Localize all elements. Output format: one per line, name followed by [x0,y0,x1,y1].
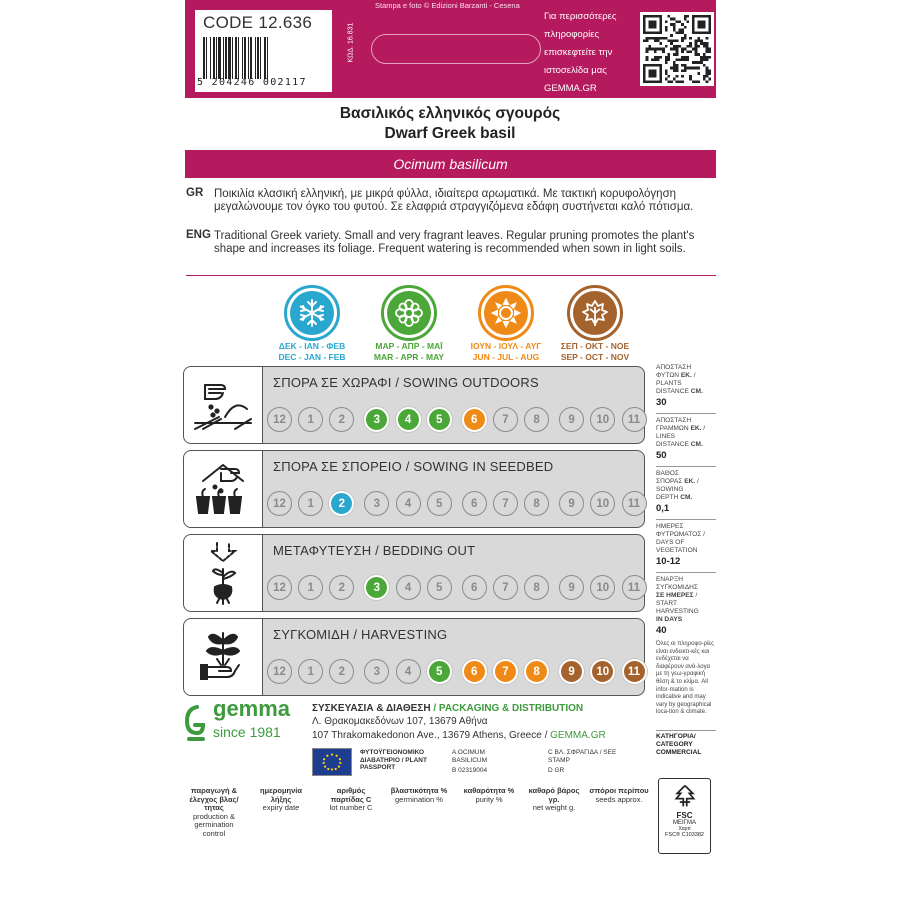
header-band [185,0,716,98]
season-winter [262,285,362,363]
month-3: 3 [364,659,389,684]
row-harvesting [183,618,645,696]
side-stat-label: ΗΜΕΡΕΣ ΦΥΤΡΩΜΑΤΟΣ / DAYS OF VEGETATION [656,523,705,554]
row-sowing-outdoors [183,366,645,444]
gemma-logo [183,696,303,748]
season-months-gr: ΜΑΡ - ΑΠΡ - ΜΑΪ [375,341,443,351]
category: ΚΑΤΗΓΟΡΙΑ/ CATEGORY COMMERCIAL [656,730,716,757]
brand-since: since 1981 [213,724,281,740]
row-label: ΣΠΟΡΑ ΣΕ ΧΩΡΑΦΙ / SOWING OUTDOORS [273,375,539,390]
divider [186,275,716,276]
month-3: 3 [364,407,389,432]
month-5: 5 [427,407,452,432]
month-7: 7 [493,407,518,432]
side-stat [656,572,716,635]
month-9: 9 [559,407,584,432]
season-months-gr: ΙΟΥΝ - ΙΟΥΛ - ΑΥΓ [470,341,542,351]
latin-name: Ocimum basilicum [185,150,716,178]
lang-en-label: ENG [186,229,211,241]
month-10: 10 [590,575,615,600]
month-8: 8 [524,659,549,684]
side-stat-value: 30 [656,397,667,408]
month-1: 1 [298,407,323,432]
month-12: 12 [267,407,292,432]
barcode-label [195,10,332,92]
season-spring [359,285,459,363]
month-11: 11 [622,407,647,432]
month-8: 8 [524,575,549,600]
passport-b: B 02319004 [452,767,488,774]
month-12: 12 [267,575,292,600]
side-stat-value: 40 [656,625,667,636]
month-10: 10 [590,659,615,684]
month-2: 2 [329,659,354,684]
month-7: 7 [493,659,518,684]
month-6: 6 [462,575,487,600]
passport-c: C ΒΛ. ΣΦΡΑΓΙΔΑ / SEE STAMP [548,749,617,764]
season-months-en: DEC - JAN - FEB [278,352,346,362]
row-bedding-out [183,534,645,612]
side-note: Όλες οι πληροφο-ρίες είναι ενδεικτι-κές και ενδέχεται να διαφέρουν ανά-λογα με τη γεω-γραφική θέση & το κλίμα. All infor-mation is indicative and may vary by geographical loca-tion & climate. [656,641,714,716]
season-months-gr: ΔΕΚ - ΙΑΝ - ΦΕΒ [278,341,346,351]
month-1: 1 [298,659,323,684]
month-6: 6 [462,491,487,516]
side-stat-label: ΒΑΘΟΣ ΣΠΟΡΑΣ ΕΚ. / SOWING DEPTH CM. [656,470,699,501]
month-5: 5 [427,575,452,600]
month-6: 6 [462,407,487,432]
field-lot: αριθμός παρτίδας C lot number C [329,786,373,812]
passport-a: A OCIMUM BASILICUM [452,749,488,764]
row-label: ΣΠΟΡΑ ΣΕ ΣΠΟΡΕΙΟ / SOWING IN SEEDBED [273,459,554,474]
season-summer [456,285,556,363]
month-9: 9 [559,575,584,600]
description-gr: Ποικιλία κλασική ελληνική, με μικρά φύλλα, ιδιαίτερα αρωματικά. Με τακτική κορυφολόγηση μεγαλώνουμε τον όγκο του φυτού. Σε ελαφριά στραγγιζόμενα εδάφη συστήνεται καλό πότισμα. [214,188,694,213]
side-stat-value: 10-12 [656,556,681,567]
field-germination: βλαστικότητα % germination % [390,786,448,804]
month-10: 10 [590,491,615,516]
month-5: 5 [427,491,452,516]
address-en: 107 Thrakomakedonon Ave., 13679 Athens, Greece / GEMMA.GR [312,730,606,741]
ean-number: 5 204246 002117 [197,77,307,88]
month-3: 3 [364,491,389,516]
passport-d: D GR [548,767,565,774]
snowflake-icon [297,298,327,328]
month-12: 12 [267,659,292,684]
month-track [267,575,653,600]
website-link[interactable]: GEMMA.GR [544,83,597,94]
row-label: ΣΥΓΚΟΜΙΔΗ / HARVESTING [273,627,448,642]
side-stat [656,519,716,566]
seedbed-icon [183,450,263,528]
product-code: CODE 12.636 [203,13,313,32]
side-stat [656,466,716,513]
month-9: 9 [559,491,584,516]
side-stat [656,413,716,460]
print-credit: Stampa e foto © Edizioni Barzanti - Cesena [375,1,520,10]
field-seeds: σπόροι περίπου seeds approx. [589,786,649,804]
title-english: Dwarf Greek basil [384,125,516,142]
month-3: 3 [364,575,389,600]
month-8: 8 [524,407,549,432]
side-stat [656,364,716,407]
address-gr: Λ. Θρακομακεδόνων 107, 13679 Αθήνα [312,716,488,727]
month-11: 11 [622,575,647,600]
plant-passport [312,745,617,779]
month-9: 9 [559,659,584,684]
month-2: 2 [329,491,354,516]
month-8: 8 [524,491,549,516]
sowing-outdoors-icon [183,366,263,444]
month-11: 11 [622,491,647,516]
title-greek: Βασιλικός ελληνικός σγουρός [339,105,561,122]
month-2: 2 [329,575,354,600]
fsc-label: FSC ΜΕΙΓΜΑ Χαρτί FSC® C103382 [658,778,711,854]
flower-icon [394,298,424,328]
row-label: ΜΕΤΑΦΥΤΕΥΣΗ / BEDDING OUT [273,543,476,558]
side-stat-value: 50 [656,450,667,461]
eu-flag-icon [312,748,352,776]
qr-code-icon[interactable] [640,12,714,86]
sun-icon [491,298,521,328]
website-link[interactable]: GEMMA.GR [550,730,606,741]
field-expiry: ημερομηνία λήξης expiry date [260,786,302,812]
kod-code: ΚΩΔ. 16.831 [347,22,355,63]
month-11: 11 [622,659,647,684]
month-7: 7 [493,575,518,600]
side-stat-label: ΕΝΑΡΞΗ ΣΥΓΚΟΜΙΔΗΣ ΣΕ ΗΜΕΡΕΣ / START HARVESTING IN DAYS [656,576,699,623]
side-stat-label: ΑΠΟΣΤΑΣΗ ΓΡΑΜΜΩΝ ΕΚ. / LINES DISTANCE CM. [656,417,706,448]
gemma-mark-icon [183,703,207,743]
month-10: 10 [590,407,615,432]
season-months-gr: ΣΕΠ - ΟΚΤ - ΝΟΕ [560,341,630,351]
season-months-en: SEP - OCT - NOV [560,352,630,362]
season-months-en: JUN - JUL - AUG [472,352,540,362]
packaging-title: ΣΥΣΚΕΥΑΣΙΑ & ΔΙΑΘΕΣΗ / PACKAGING & DISTRIBUTION [312,703,584,714]
month-12: 12 [267,491,292,516]
season-months-en: MAR - APR - MAY [373,352,445,362]
brand-name: gemma [213,696,291,721]
side-stat-label: ΑΠΟΣΤΑΣΗ ΦΥΤΩΝ ΕΚ. / PLANTS DISTANCE CM. [656,364,703,395]
stamp-outline [371,34,541,64]
month-7: 7 [493,491,518,516]
field-production: παραγωγή & έλεγχος βλας/τητας production & germination control [189,786,239,838]
month-track [267,659,653,684]
month-2: 2 [329,407,354,432]
month-4: 4 [396,407,421,432]
lang-gr-label: GR [186,187,204,199]
month-1: 1 [298,575,323,600]
bedding-out-icon [183,534,263,612]
month-6: 6 [462,659,487,684]
field-purity: καθαρότητα % purity % [463,786,515,804]
leaf-icon [580,298,610,328]
harvest-icon [183,618,263,696]
side-stat-value: 0,1 [656,503,670,514]
passport-title: ΦΥΤΟΫΓΕΙΟΝΟΜΙΚΟ ΔΙΑΒΑΤΗΡΙΟ / PLANT PASSPORT [360,749,427,771]
more-info-text: Για περισσότερες πληροφορίες επισκεφτείτε την ιστοσελίδα μας GEMMA.GR [544,8,642,98]
fsc-tree-icon [672,783,698,809]
barcode [203,37,327,79]
month-5: 5 [427,659,452,684]
side-stats [656,364,716,635]
month-4: 4 [396,491,421,516]
row-sowing-seedbed [183,450,645,528]
field-net-weight: καθαρό βάρος γρ. net weight g. [528,786,580,812]
month-1: 1 [298,491,323,516]
description-en: Traditional Greek variety. Small and very fragrant leaves. Regular pruning promotes the plant's shape and increases its foliage. Frequent watering is recommended when sown in light soils. [214,230,695,255]
month-track [267,491,653,516]
month-4: 4 [396,659,421,684]
month-4: 4 [396,575,421,600]
month-track [267,407,653,432]
season-autumn [545,285,645,363]
